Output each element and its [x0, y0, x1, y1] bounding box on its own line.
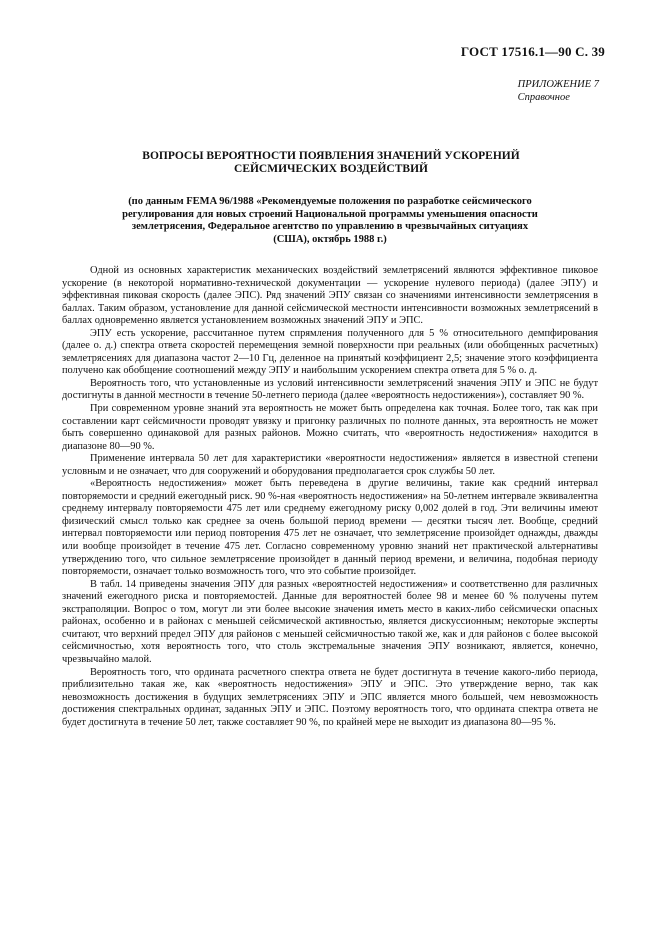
page-header: ГОСТ 17516.1—90 С. 39 [460, 44, 605, 59]
paragraph: Применение интервала 50 лет для характеристики «вероятности недостижения» является в известной степени условным и не означает, что для сооружений и оборудования предполагается срок службы 50 лет. [62, 453, 598, 477]
appendix-label-block [518, 78, 599, 104]
document-title: ВОПРОСЫ ВЕРОЯТНОСТИ ПОЯВЛЕНИЯ ЗНАЧЕНИЙ УСКОРЕНИЙ СЕЙСМИЧЕСКИХ ВОЗДЕЙСТВИЙ [142, 150, 520, 175]
appendix-number: ПРИЛОЖЕНИЕ 7 [517, 79, 599, 90]
paragraph: При современном уровне знаний эта вероятность не может быть определена как точная. Более того, так как при составлении карт сейсмичности проводят увязку и пригонку различных по полноте данных, эта вероятность не может быть совершенно одинаковой для разных районов. Можно считать, что «вероятность недостижения» находится в диапазоне 80—90 %. [62, 403, 598, 452]
paragraph: ЭПУ есть ускорение, рассчитанное путем спрямления полученного для 5 % относительного демпфирования (далее о. д.) спектра ответа скоростей перемещения земной поверхности при реальных (или обобщенных расчетных) землетрясениях для диапазона частот 2—10 Гц, деленное на принятый коэффициент 2,5; значение этого коэффициента получено как обобщение соотношений между ЭПУ и наибольшим ускорением спектра ответа для 5 % о. д. [62, 327, 598, 377]
paragraph: Вероятность того, что установленные из условий интенсивности землетрясений значения ЭПУ и ЭПС не будут достигнуты в данной местности в течение 50-летнего периода (далее «вероятность недостижения»), составляет 90 %. [62, 377, 598, 402]
paragraph: «Вероятность недостижения» может быть переведена в другие величины, такие как средний интервал повторяемости и средний ежегодный риск. 90 %-ная «вероятность недостижения» на 50-летнем интервале эквивалентна среднему интервалу повторяемости 475 лет или среднему ежегодному риску 0,002 долей в год. Эти величины имеют физический смысл только как среднее за очень большой период времени — десятки тысяч лет. Вообще, средний интервал повторяемости или период повторения 475 лет не означает, что землетрясение произойдет однажды, дважды или вообще произойдет в течение 475 лет. Согласно современному уровню знаний нет практической альтернативы утверждению того, что сильное землетрясение произойдет в данный период времени, и величина, подобная периоду повторяемости, означает только возможность того, что это событие произойдет. [62, 478, 598, 578]
appendix-kind: Справочное [517, 92, 570, 103]
paragraph: Одной из основных характеристик механических воздействий землетрясений являются эффективное пиковое ускорение (в некоторой нормативно-технической документации — ускорение нулевого периода) (далее ЭПУ) и эффективная пиковая скорость (далее ЭПС). Ряд значений ЭПУ связан со значениями интенсивности землетрясения в баллах. Таким образом, установление для данной сейсмической местности интенсивности возможных землетрясений в баллах одновременно является установлением возможных значений ЭПУ и ЭПС. [62, 265, 598, 327]
paragraph: Вероятность того, что ордината расчетного спектра ответа не будет достигнута в течение какого-либо периода, приблизительно такая же, как «вероятность недостижения» ЭПУ и ЭПС. Это утверждение верно, так как невозможность достижения в будущих землетрясениях ЭПУ и ЭПС является много большей, чем невозможность достижения спектральных ординат, заданных ЭПУ и ЭПС. Поэтому вероятность того, что ордината спектра ответа не будет достигнута в течение 50 лет, также составляет 90 %, по крайней мере не выходит из диапазона 80—95 %. [62, 666, 598, 728]
document-body [62, 265, 598, 729]
source-note: (по данным FEMA 96/1988 «Рекомендуемые положения по разработке сейсмического регулирования для новых строений Национальной программы уменьшения опасности землетрясения, Федеральное агентство по управлению в чрезвычайных ситуациях (США), октябрь 1988 г.) [122, 196, 538, 245]
paragraph: В табл. 14 приведены значения ЭПУ для разных «вероятностей недостижения» и соответственно для различных значений ежегодного риска и повторяемостей. Данные для вероятностей более 98 и менее 60 % получены путем экстраполяции. Вопрос о том, могут ли эти более высокие значения иметь место в каких-либо сейсмически опасных районах, особенно и в районах с меньшей сейсмической активностью, является дискуссионным; некоторые эксперты считают, что верхний предел ЭПУ для районов с меньшей сейсмичностью такой же, как и для районов с более высокой сейсмичностью, хотя вероятность того, что столь экстремальные значения ЭПУ возникают, является, конечно, чрезвычайно малой. [62, 578, 598, 665]
